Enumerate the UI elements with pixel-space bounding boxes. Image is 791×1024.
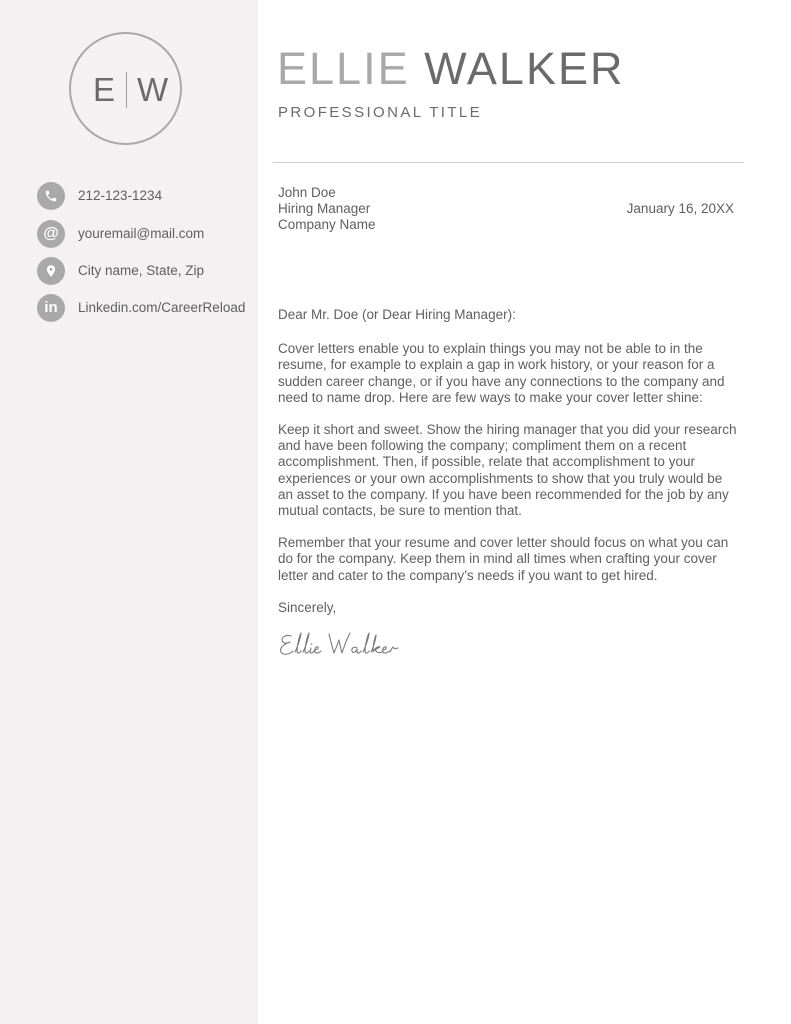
recipient-block: [278, 185, 376, 233]
location-pin-icon: [37, 257, 65, 285]
contact-phone: [37, 182, 252, 210]
paragraph-1: Cover letters enable you to explain things you may not be able to in the resume, for example to explain a gap in work history, or your reason for a sudden career change, or if you have any connections to the company and need to name drop. Here are few ways to make your cover letter shine:: [278, 341, 725, 405]
contact-location: [37, 257, 252, 285]
paragraph-2: Keep it short and sweet. Show the hiring manager that you did your research and have been following the company; compliment them on a recent accomplishment. Then, if possible, relate that accomplishment to your experiences or your own accomplishments to show that you truly would be an asset to the company. If you have been recommended for the job by any mutual contacts, be sure to mention that.: [278, 422, 737, 519]
paragraph-3: Remember that your resume and cover letter should focus on what you can do for the company. Keep them in mind all times when crafting your cover letter and cater to the company’s needs if you want to get hired.: [278, 535, 729, 583]
letter-date: January 16, 20XX: [626, 201, 734, 216]
monogram-first-initial: E: [93, 71, 116, 108]
header-divider: [273, 162, 744, 163]
contact-linkedin: [37, 294, 252, 322]
recipient-role: Hiring Manager: [278, 201, 371, 216]
monogram-circle: [69, 32, 182, 145]
recipient-company: Company Name: [278, 217, 376, 232]
closing: Sincerely,: [278, 599, 337, 615]
last-name: WALKER: [424, 43, 625, 94]
linkedin-icon: in: [37, 294, 65, 322]
linkedin-text: Linkedin.com/CareerReload: [78, 300, 246, 315]
monogram-last-initial: W: [137, 71, 169, 108]
first-name: ELLIE: [277, 43, 410, 94]
email-text: youremail@mail.com: [78, 226, 205, 241]
recipient-name: John Doe: [278, 185, 336, 200]
sidebar: [0, 0, 258, 1024]
letter-body: [278, 307, 738, 632]
salutation: Dear Mr. Doe (or Dear Hiring Manager):: [278, 307, 516, 322]
handwritten-signature: [277, 628, 407, 667]
contact-email: [37, 220, 252, 248]
monogram-divider: [126, 72, 127, 108]
phone-text: 212-123-1234: [78, 188, 163, 203]
at-icon: @: [37, 220, 65, 248]
phone-icon: [37, 182, 65, 210]
applicant-name: [277, 42, 624, 96]
professional-title: PROFESSIONAL TITLE: [278, 104, 483, 121]
location-text: City name, State, Zip: [78, 263, 205, 278]
